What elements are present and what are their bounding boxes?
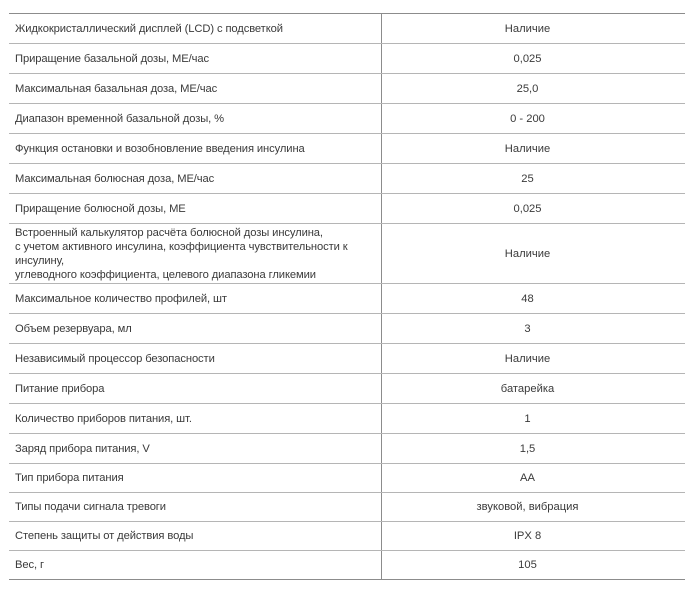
param-name: Тип прибора питания	[9, 464, 382, 492]
param-value: IPX 8	[513, 530, 542, 542]
table-row	[9, 104, 685, 134]
param-name: Независимый процессор безопасности	[9, 344, 382, 373]
table-row	[9, 493, 685, 522]
param-name: Диапазон временной базальной дозы, %	[9, 104, 382, 133]
param-value: 0,025	[513, 202, 542, 215]
param-name: Степень защиты от действия воды	[9, 522, 382, 550]
param-value: Наличие	[504, 142, 551, 155]
param-value: 3	[524, 322, 531, 335]
table-row	[9, 464, 685, 493]
param-name: Заряд прибора питания, V	[9, 434, 382, 463]
param-value: Наличие	[504, 352, 551, 365]
param-value: 25	[521, 172, 534, 185]
param-value: 0 - 200	[510, 112, 545, 125]
param-value: Наличие	[504, 22, 551, 35]
param-name: Жидкокристаллический дисплей (LCD) с подсветкой	[9, 14, 382, 43]
param-value: 105	[518, 559, 537, 571]
param-value: 1,5	[519, 442, 536, 455]
param-name: Количество приборов питания, шт.	[9, 404, 382, 433]
spec-table	[9, 13, 685, 580]
table-row	[9, 74, 685, 104]
table-row	[9, 134, 685, 164]
table-row	[9, 164, 685, 194]
table-row	[9, 522, 685, 551]
param-name: Питание прибора	[9, 374, 382, 403]
param-name: Встроенный калькулятор расчёта болюсной дозы инсулина, с учетом активного инсулина, коэффициента чувствительности к инсулину, углеводного коэффициента, целевого диапазона гликемии	[9, 224, 382, 283]
table-row	[9, 284, 685, 314]
param-value: Наличие	[504, 247, 551, 260]
table-row	[9, 194, 685, 224]
table-row	[9, 374, 685, 404]
param-name: Вес, г	[9, 551, 382, 579]
param-name: Максимальная базальная доза, МЕ/час	[9, 74, 382, 103]
param-value: 1	[524, 412, 531, 425]
table-row	[9, 314, 685, 344]
param-value: 0,025	[513, 52, 542, 65]
param-name: Типы подачи сигнала тревоги	[9, 493, 382, 521]
param-value: 48	[521, 292, 534, 305]
table-row	[9, 44, 685, 74]
param-value: звуковой, вибрация	[476, 501, 579, 513]
table-row	[9, 344, 685, 374]
table-row	[9, 14, 685, 44]
param-value: батарейка	[500, 382, 555, 395]
param-value: AA	[520, 472, 535, 484]
table-row	[9, 551, 685, 580]
param-name: Максимальная болюсная доза, МЕ/час	[9, 164, 382, 193]
param-name: Приращение базальной дозы, МЕ/час	[9, 44, 382, 73]
param-name: Максимальное количество профилей, шт	[9, 284, 382, 313]
param-name: Функция остановки и возобновление введения инсулина	[9, 134, 382, 163]
param-name: Объем резервуара, мл	[9, 314, 382, 343]
table-row	[9, 404, 685, 434]
param-name: Приращение болюсной дозы, МЕ	[9, 194, 382, 223]
table-row	[9, 224, 685, 284]
table-row	[9, 434, 685, 464]
param-value: 25,0	[516, 82, 539, 95]
